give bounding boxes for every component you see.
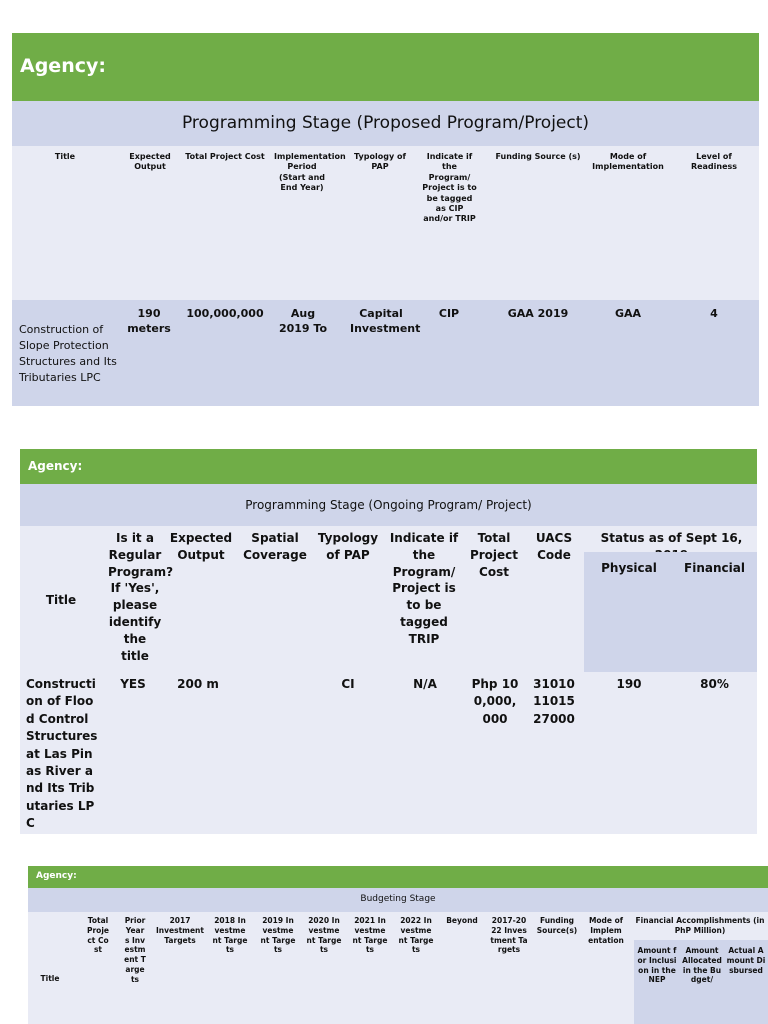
table2-header-row [20, 526, 757, 672]
t2-header-regular-program: Is it a Regular Program? If 'Yes', please identify the title [108, 531, 174, 663]
t1-header-expected-output: Expected Output [129, 152, 171, 172]
t3-header-nep-amount: Amount for Inclusion in the NEP [637, 946, 677, 985]
t1-header-funding: Funding Source (s) [495, 152, 581, 161]
table1-agency-bar [12, 33, 759, 101]
t3-header-2018: 2018 Investment Targets [212, 916, 248, 955]
t2-header-trip: Indicate if the Program/ Project is to be tagged TRIP [389, 531, 459, 646]
t2-cell-physical: 190 [616, 677, 642, 691]
t1-header-total-cost: Total Project Cost [185, 152, 265, 161]
t2-header-typology: Typology of PAP [317, 531, 379, 562]
t1-cell-total-cost: 100,000,000 [186, 307, 264, 320]
t1-cell-readiness: 4 [710, 307, 718, 320]
t1-header-cip-trip: Indicate if the Program/ Project is to be tagged as CIP and/or TRIP [422, 152, 477, 224]
t3-header-beyond: Beyond [446, 916, 478, 925]
t1-header-typology: Typology of PAP [354, 152, 406, 172]
t2-header-financial: Financial [684, 561, 745, 575]
t2-header-physical: Physical [601, 561, 657, 575]
table1-stage-title: Programming Stage (Proposed Program/Project) [181, 113, 590, 133]
t1-header-readiness: Level of Readiness [690, 152, 738, 172]
t2-cell-trip: N/A [413, 677, 437, 691]
t3-header-2021: 2021 Investment Targets [352, 916, 388, 955]
t3-financial-subheader [634, 940, 768, 1024]
t2-header-total-cost: Total Project Cost [469, 531, 519, 579]
t3-header-prior-years: Prior Years Investment Targets [124, 916, 146, 984]
t3-header-disbursed: Actual Amount Disbursed [726, 946, 766, 975]
table3-agency-bar [28, 866, 768, 888]
t2-header-status: Status as of Sept 16, [600, 531, 743, 545]
t2-header-uacs: UACS Code [535, 531, 573, 562]
t3-header-title: Title [40, 974, 60, 983]
table2-stage-title: Programming Stage (Ongoing Program/ Project) [245, 498, 532, 512]
t3-header-funding: Funding Source(s) [536, 916, 578, 935]
t1-header-mode: Mode of Implementation [592, 152, 664, 172]
t1-header-title: Title [54, 152, 76, 161]
t2-status-subheader [584, 552, 757, 672]
table3-agency-label: Agency: [36, 871, 77, 881]
t3-header-2017-2022: 2017-2022 Investment Targets [490, 916, 528, 955]
t1-cell-typology: Capital Investment [350, 307, 421, 335]
t3-header-2022: 2022 Investment Targets [398, 916, 434, 955]
table2-agency-bar [20, 449, 757, 484]
table3-header-row [28, 912, 768, 1024]
t1-cell-mode: GAA [614, 307, 642, 320]
table2-agency-label: Agency: [28, 459, 83, 473]
t3-header-2020: 2020 Investment Targets [306, 916, 342, 955]
t1-cell-funding: GAA 2019 [507, 307, 569, 320]
t1-header-impl-period: Implementation Period (Start and End Year) [274, 152, 346, 193]
t1-cell-title: Construction of Slope Protection Structures and Its Tributaries LPC [19, 323, 117, 384]
table1-data-row [12, 300, 759, 406]
table2-stage-band [20, 484, 757, 526]
table1-agency-label: Agency: [20, 55, 106, 77]
t2-cell-typology: CI [341, 677, 355, 691]
table3-stage-band [28, 888, 768, 912]
t2-cell-financial: 80% [700, 677, 729, 691]
t3-header-financial: Financial Accomplishments (in PhP Million) [635, 916, 765, 935]
t1-cell-impl-period: Aug 2019 To [278, 307, 328, 335]
t2-cell-uacs: 310101101527000 [533, 677, 575, 726]
t3-header-total-cost: Total Project Cost [86, 916, 109, 955]
t3-header-2017: 2017 Investment Targets [156, 916, 204, 945]
table3-stage-title: Budgeting Stage [360, 894, 436, 904]
t2-header-title: Title [45, 593, 77, 607]
t3-header-allocated: Amount Allocated in the Budget/ [682, 946, 722, 985]
t2-header-spatial: Spatial Coverage [243, 531, 307, 562]
t1-cell-cip-trip: CIP [438, 307, 460, 320]
table1-stage-band [12, 101, 759, 146]
t3-header-2019: 2019 Investment Targets [260, 916, 296, 955]
t2-cell-regular: YES [120, 677, 146, 691]
table1-header-row [12, 146, 759, 300]
t2-header-expected-output: Expected Output [169, 531, 233, 562]
t3-header-mode: Mode of Implementation [588, 916, 624, 945]
t2-cell-total-cost: Php 100,000,000 [471, 677, 519, 726]
t2-cell-title: Construction of Flood Control Structures at Las Pinas River and Its Tributaries LPC [26, 677, 98, 831]
t2-cell-expected-output: 200 m [177, 677, 219, 691]
table2-data-row [20, 672, 757, 834]
t1-cell-expected-output: 190 meters [127, 307, 171, 335]
